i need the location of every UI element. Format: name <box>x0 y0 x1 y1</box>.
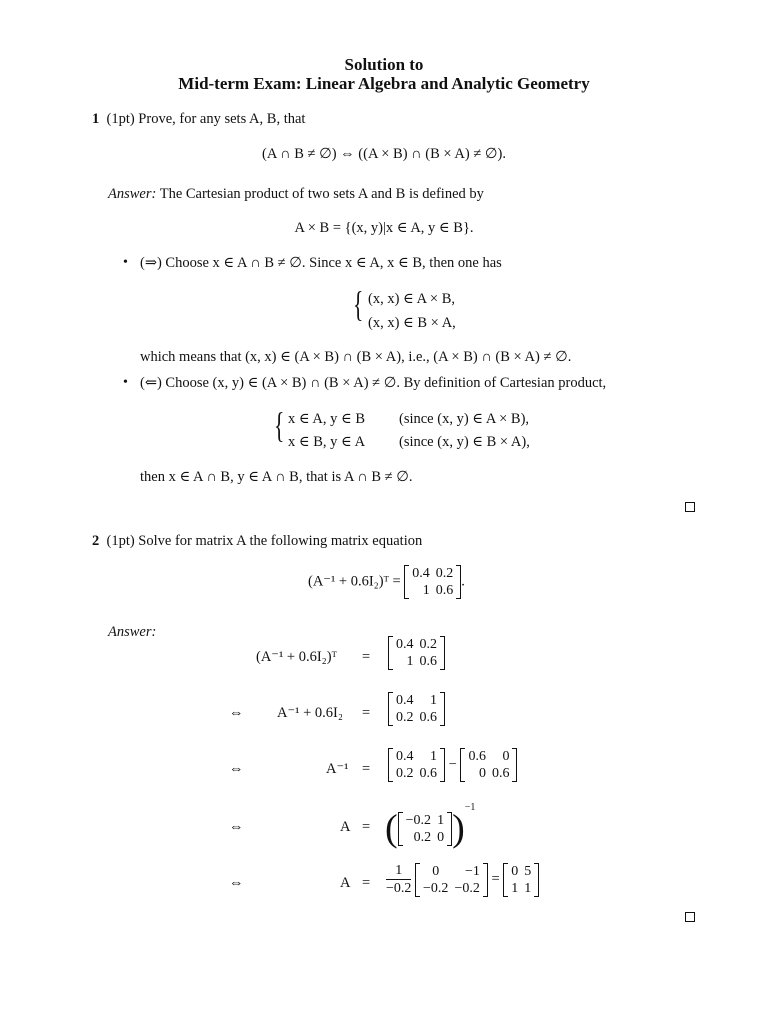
matrix-cell: 0.4 <box>396 637 414 652</box>
fraction <box>386 862 411 897</box>
matrix-cell: 0 <box>432 863 440 879</box>
q1-bullet-2: (⇐) Choose (x, y) ∈ (A × B) ∩ (B × A) ≠ ∅. By definition of Cartesian product, <box>140 375 607 391</box>
q1-bullet-1-conclusion: which means that (x, x) ∈ (A × B) ∩ (B × A), i.e., (A × B) ∩ (B × A) ≠ ∅. <box>140 349 572 365</box>
answer-text: The Cartesian product of two sets A and B is defined by <box>156 186 484 202</box>
matrix-cell: −1 <box>464 863 480 879</box>
qed-square-icon <box>685 502 695 512</box>
inverse-exponent: −1 <box>464 802 476 813</box>
answer-label: Answer: <box>108 186 157 202</box>
matrix <box>503 863 539 897</box>
q1-sys2-cond-2: x ∈ B, y ∈ A <box>288 434 366 450</box>
matrix <box>388 636 445 670</box>
equals-sign: = <box>491 870 500 887</box>
fraction-numerator: 1 <box>386 862 411 880</box>
title-line-1: Solution to <box>344 55 424 74</box>
title-line-2: Mid-term Exam: Linear Algebra and Analytic Geometry <box>178 74 590 93</box>
q1-sys2-cond-1: x ∈ A, y ∈ B <box>288 411 366 427</box>
bullet-dot: • <box>123 375 128 390</box>
matrix-cell: 0.2 <box>396 710 414 725</box>
matrix-cell: 0 <box>478 766 486 781</box>
equation-lhs: (A⁻¹ + 0.6I₂)ᵀ = <box>308 573 401 590</box>
question-number: 1 <box>92 111 100 127</box>
iff-symbol: ⇔ <box>229 705 244 721</box>
matrix-cell: 1 <box>422 583 430 598</box>
matrix-cell: 0.6 <box>435 583 454 598</box>
matrix-cell: −0.2 <box>454 880 480 896</box>
q2-equation: (A⁻¹ + 0.6I₂)ᵀ = 0.4 0.2 1 0.6 . <box>308 566 465 598</box>
derivation-rhs <box>388 748 517 782</box>
question-1-prompt <box>92 111 305 128</box>
derivation-lhs: A <box>340 819 351 835</box>
matrix-cell: 0.6 <box>419 710 437 725</box>
derivation-rhs <box>388 636 445 670</box>
question-text: (1pt) Solve for matrix A the following matrix equation <box>106 533 423 549</box>
equals-sign: = <box>362 705 371 721</box>
derivation-rhs <box>388 692 445 726</box>
matrix <box>460 748 517 782</box>
iff-symbol: ⇔ <box>229 761 244 777</box>
matrix-cell: −0.2 <box>423 880 449 896</box>
matrix-cell: 1 <box>524 880 532 896</box>
matrix-cell: 0.2 <box>419 637 437 652</box>
q1-sys2-reason-1: (since (x, y) ∈ A × B), <box>399 411 530 427</box>
fraction-denominator: −0.2 <box>386 881 412 896</box>
q2-answer-label: Answer: <box>108 624 157 640</box>
qed-square-icon <box>685 912 695 922</box>
matrix-cell: 0.4 <box>396 693 414 708</box>
matrix-cell: 0.6 <box>468 749 486 764</box>
matrix-cell: 0 <box>502 749 510 764</box>
q1-answer-intro <box>108 186 484 203</box>
derivation-lhs: A⁻¹ <box>326 761 349 777</box>
matrix-cell: 1 <box>430 693 437 708</box>
iff-symbol: ⇔ <box>229 875 244 891</box>
matrix-cell: 0.6 <box>491 766 510 781</box>
q1-bullet-1: (⇒) Choose x ∈ A ∩ B ≠ ∅. Since x ∈ A, x ∈ B, then one has <box>140 255 502 271</box>
matrix-cell: −0.2 <box>405 812 432 828</box>
matrix-cell: 0.2 <box>396 766 414 781</box>
q1-statement: (A ∩ B ≠ ∅) ⇔ ((A × B) ∩ (B × A) ≠ ∅). <box>261 146 506 162</box>
matrix-cell: 5 <box>524 863 532 879</box>
question-text: (1pt) Prove, for any sets A, B, that <box>106 111 306 127</box>
left-paren: ( <box>385 807 398 850</box>
equals-sign: = <box>362 875 371 891</box>
matrix-cell: 0.6 <box>419 654 437 669</box>
matrix-cell: 0.4 <box>396 749 414 764</box>
matrix-cell: 0.6 <box>419 766 437 781</box>
q1-sys2-reason-2: (since (x, y) ∈ B × A), <box>399 434 530 450</box>
matrix <box>388 692 445 726</box>
matrix-cell: 0.2 <box>413 829 432 845</box>
brace-icon: { <box>353 284 364 324</box>
minus-sign: − <box>448 756 457 773</box>
question-number: 2 <box>92 533 100 549</box>
derivation-rhs <box>386 862 539 897</box>
right-paren: ) <box>452 807 465 850</box>
q1-sys1-line1: (x, x) ∈ A × B, <box>368 291 455 307</box>
matrix-cell: 0.4 <box>412 566 430 581</box>
matrix-cell: 1 <box>511 880 519 896</box>
brace-icon: { <box>274 405 285 445</box>
equals-sign: = <box>362 649 371 665</box>
derivation-rhs <box>385 802 475 848</box>
matrix <box>388 748 445 782</box>
matrix-cell: 0 <box>437 829 445 845</box>
derivation-lhs: (A⁻¹ + 0.6I₂)ᵀ <box>256 649 337 665</box>
bullet-dot: • <box>123 255 128 270</box>
question-2-prompt <box>92 533 422 550</box>
matrix-cell: 1 <box>437 812 445 828</box>
q1-bullet-2-conclusion: then x ∈ A ∩ B, y ∈ A ∩ B, that is A ∩ B ≠ ∅. <box>140 469 413 485</box>
matrix <box>415 863 488 897</box>
iff-symbol: ⇔ <box>229 819 244 835</box>
derivation-lhs: A <box>340 875 351 891</box>
matrix <box>398 812 452 846</box>
q1-sys1-line2: (x, x) ∈ B × A, <box>368 315 456 331</box>
equals-sign: = <box>362 819 371 835</box>
matrix-cell: 1 <box>430 749 437 764</box>
matrix-cell: 1 <box>406 654 414 669</box>
equals-sign: = <box>362 761 371 777</box>
q1-definition: A × B = {(x, y)|x ∈ A, y ∈ B}. <box>294 220 474 236</box>
matrix <box>404 565 461 599</box>
matrix-cell: 0 <box>511 863 519 879</box>
matrix-cell: 0.2 <box>435 566 454 581</box>
derivation-lhs: A⁻¹ + 0.6I₂ <box>277 705 343 721</box>
